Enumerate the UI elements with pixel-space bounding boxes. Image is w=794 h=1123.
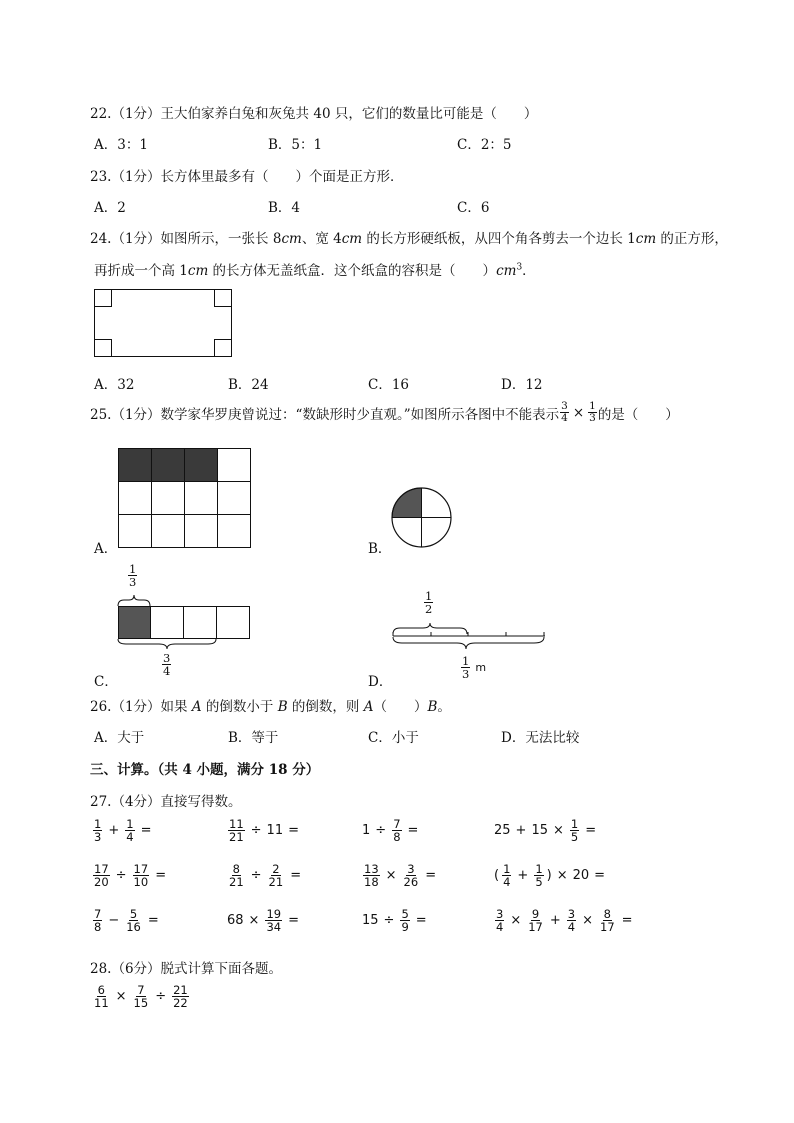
corner-square-top-right <box>215 290 232 307</box>
question-22-text: 22.（1分）王大伯家养白兔和灰兔共 40 只，它们的数量比可能是（ ） <box>90 106 538 122</box>
q25-figure-a-grid <box>118 448 252 549</box>
cardboard-rectangle-figure <box>94 289 234 359</box>
q25-c-top-fraction: $\frac{1}{3}$ <box>129 562 137 590</box>
q23-option-c[interactable]: C．6 <box>457 200 490 216</box>
question-25-text: 25.（1分）数学家华罗庚曾说过：“数缺形时少直观。”如图所示各图中不能表示 $\frac{3}{4}$ × $\frac{1}{3}$ 的是（ ） <box>90 400 679 425</box>
q24-option-b[interactable]: B．24 <box>228 377 269 393</box>
q26-option-d[interactable]: D．无法比较 <box>501 730 580 746</box>
q27-expr-1-3: 1 ÷ $\frac{7}{8}$ = <box>362 817 419 845</box>
question-27-text: 27.（4分）直接写得数。 <box>90 794 242 810</box>
q24-option-c[interactable]: C．16 <box>368 377 410 393</box>
q27-expr-2-2: $\frac{8}{21}$ ÷ $\frac{2}{21}$ = <box>229 862 302 890</box>
q24-option-a[interactable]: A．32 <box>94 377 135 393</box>
question-23-text: 23.（1分）长方体里最多有（ ）个面是正方形． <box>90 169 404 185</box>
q25-d-bottom-fraction: $\frac{1}{3}$ m <box>462 654 487 682</box>
q27-expr-3-3: 15 ÷ $\frac{5}{9}$ = <box>362 907 427 935</box>
corner-square-top-left <box>95 290 112 307</box>
q27-expr-1-2: $\frac{11}{21}$ ÷ 11 = <box>229 817 299 845</box>
q25-figure-b-circle <box>391 487 453 549</box>
q26-option-a[interactable]: A．大于 <box>94 730 145 746</box>
corner-square-bottom-left <box>95 340 112 357</box>
q28-expr-1: $\frac{6}{11}$ × $\frac{7}{15}$ ÷ $\frac{21}{22}$ <box>94 983 188 1011</box>
q27-expr-3-2: 68 × $\frac{19}{34}$ = <box>227 907 299 935</box>
q27-expr-3-1: $\frac{7}{8}$ − $\frac{5}{16}$ = <box>94 907 159 935</box>
q25-option-b-label[interactable]: B． <box>368 541 392 557</box>
question-26-text: 26.（1分）如果 A 的倒数小于 B 的倒数，则 A（ ）B。 <box>90 699 451 715</box>
section-3-title: 三、计算。（共 4 小题，满分 18 分） <box>90 762 320 778</box>
q26-option-b[interactable]: B．等于 <box>228 730 279 746</box>
q24-option-d[interactable]: D．12 <box>501 377 543 393</box>
question-24-line-1: 24.（1分）如图所示，一张长 8cm、宽 4cm 的长方形硬纸板，从四个角各剪去一个边长 1cm 的正方形， <box>90 231 728 247</box>
q25-option-a-label[interactable]: A． <box>94 541 118 557</box>
q27-expr-2-4: ( $\frac{1}{4}$ + $\frac{1}{5}$ ) × 20 = <box>494 862 606 890</box>
q27-expr-1-1: $\frac{1}{3}$ + $\frac{1}{4}$ = <box>94 817 152 845</box>
q25-figure-c-bar <box>116 594 252 650</box>
q22-option-b[interactable]: B．5：1 <box>268 137 323 153</box>
q27-expr-1-4: 25 + 15 × $\frac{1}{5}$ = <box>494 817 597 845</box>
question-24-line-2: 再折成一个高 1cm 的长方体无盖纸盒．这个纸盒的容积是（ ）$cm^3$． <box>94 262 536 279</box>
q27-expr-3-4: $\frac{3}{4}$ × $\frac{9}{17}$ + $\frac{3}{4}$ × $\frac{8}{17}$ = <box>496 907 633 935</box>
q23-option-b[interactable]: B．4 <box>268 200 301 216</box>
q27-expr-2-3: $\frac{13}{18}$ × $\frac{3}{26}$ = <box>364 862 437 890</box>
q25-option-d-label[interactable]: D． <box>368 674 393 690</box>
q25-figure-d-number-line <box>390 618 548 654</box>
q27-expr-2-1: $\frac{17}{20}$ ÷ $\frac{17}{10}$ = <box>94 862 167 890</box>
q25-d-top-fraction: $\frac{1}{2}$ <box>425 589 433 617</box>
corner-square-bottom-right <box>215 340 232 357</box>
q22-option-c[interactable]: C．2：5 <box>457 137 512 153</box>
q26-option-c[interactable]: C．小于 <box>368 730 419 746</box>
q22-option-a[interactable]: A．3：1 <box>94 137 148 153</box>
q23-option-a[interactable]: A．2 <box>94 200 126 216</box>
q25-c-bottom-fraction: $\frac{3}{4}$ <box>163 651 171 679</box>
q25-option-c-label[interactable]: C． <box>94 674 118 690</box>
question-28-text: 28.（6分）脱式计算下面各题。 <box>90 961 283 977</box>
